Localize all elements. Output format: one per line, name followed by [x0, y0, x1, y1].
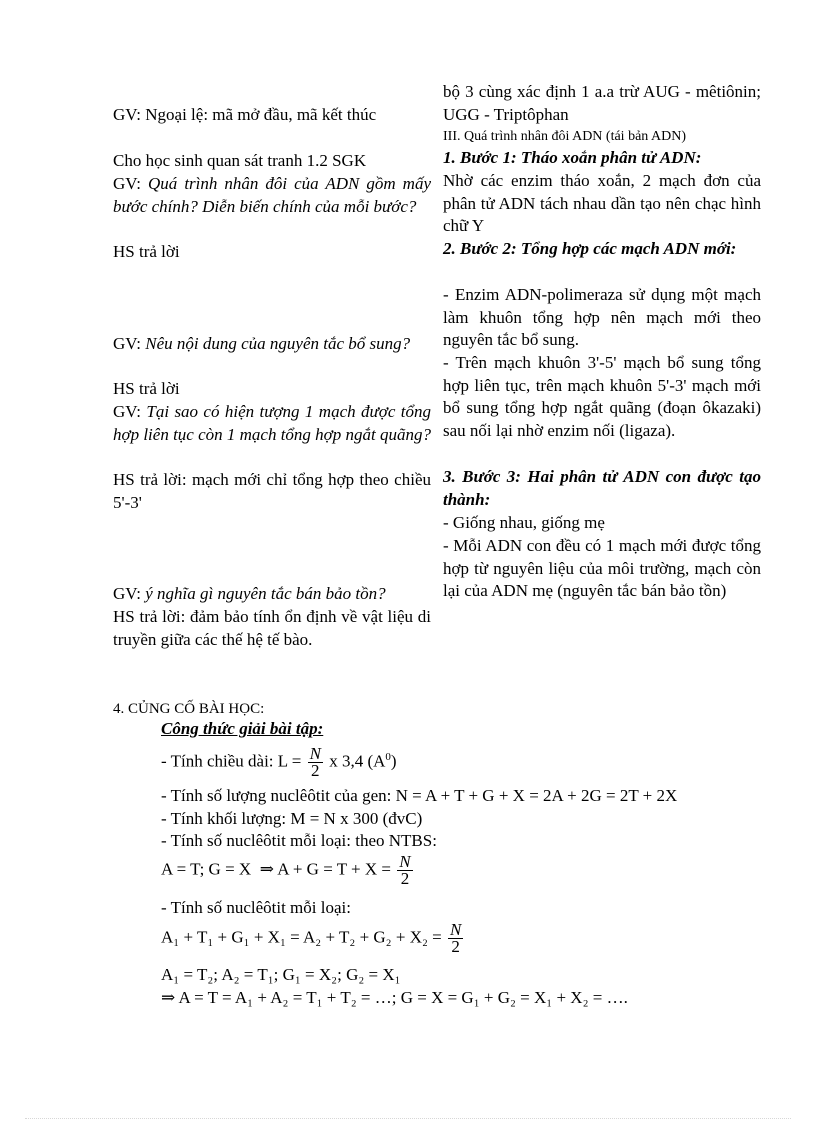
hs-answer-3: HS trả lời: mạch mới chỉ tổng hợp theo chiều 5'-3' — [113, 470, 431, 512]
step-1-text: Nhờ các enzim tháo xoắn, 2 mạch đơn của phân tử ADN tách nhau dần tạo nên chạc hình chữ Y — [443, 171, 761, 235]
formula-sum-strands: A₁ + T₁ + G₁ + X₁ = A₂ + T₂ + G₂ + X₂ = $\frac{N}{2}$ — [161, 920, 462, 956]
formula-length: - Tính chiều dài: L = $\frac{N}{2}$ x 3,4 $(A^0)$ — [161, 744, 397, 781]
hs-answer-2: HS trả lời — [113, 379, 180, 398]
step-3-item-a: - Giống nhau, giống mẹ — [443, 513, 605, 532]
gv-exceptions: GV: Ngoại lệ: mã mở đầu, mã kết thúc — [113, 105, 377, 124]
formula-each-type-label: - Tính số nuclêôtit mỗi loại: theo NTBS: — [161, 831, 437, 850]
formula-ntbs: A = T; G = X ⇒ A + G = T + X = $\frac{N}{2}$ — [161, 852, 411, 888]
codon-text: bộ 3 cùng xác định 1 a.a trừ AUG - mêtiônin; UGG - Triptôphan — [443, 82, 761, 124]
formula-strand-equalities: A₁ = T₂; A₂ = T₁; G₁ = X₂; G₂ = X₁ — [161, 965, 401, 984]
hs-answer-1: HS trả lời — [113, 242, 180, 261]
formula-mass: - Tính khối lượng: M = N x 300 (đvC) — [161, 809, 423, 828]
formula-subtitle: Công thức giải bài tập: — [161, 719, 324, 738]
step-3-item-b: - Mỗi ADN con đều có 1 mạch mới được tổng hợp từ nguyên liệu của môi trường, mạch còn lại của ADN mẹ (nguyên tắc bán bảo tồn) — [443, 536, 761, 600]
step-3-title: 3. Bước 3: Hai phân tử ADN con được tạo thành: — [443, 467, 761, 509]
step-2-title: 2. Bước 2: Tổng hợp các mạch ADN mới: — [443, 239, 737, 258]
page-bottom-divider — [25, 1118, 791, 1119]
fraction: $\frac{N}{2}$ — [450, 920, 462, 956]
gv-question-discontinuous: GV: Tại sao có hiện tượng 1 mạch được tổng hợp liên tục còn 1 mạch tổng hợp ngắt quãng? — [113, 402, 431, 444]
step-1-title: 1. Bước 1: Tháo xoắn phân tử ADN: — [443, 148, 702, 167]
gv-question-semiconservative: GV: ý nghĩa gì nguyên tắc bán bảo tồn? — [113, 584, 386, 603]
section-4-title: 4. CỦNG CỐ BÀI HỌC: — [113, 701, 265, 717]
section-3-heading: III. Quá trình nhân đôi ADN (tái bản ADN) — [443, 129, 687, 144]
step-2-item-a: - Enzim ADN-polimeraza sử dụng một mạch làm khuôn tổng hợp nên mạch mới theo nguyên tắc bổ sung. — [443, 285, 761, 349]
formula-each-type-label-2: - Tính số nuclêôtit mỗi loại: — [161, 898, 351, 917]
formula-nucleotide-count: - Tính số lượng nuclêôtit của gen: N = A + T + G + X = 2A + 2G = 2T + 2X — [161, 786, 678, 805]
gv-question-steps: GV: Quá trình nhân đôi của ADN gồm mấy bước chính? Diễn biến chính của mỗi bước? — [113, 174, 431, 216]
step-2-item-b: - Trên mạch khuôn 3'-5' mạch bổ sung tổng hợp liên tục, trên mạch khuôn 5'-3' mạch mới bổ sung tổng hợp ngắt quãng (đoạn ôkazaki) sau nối lại nhờ enzim nối (ligaza). — [443, 353, 761, 440]
observe-figure: Cho học sinh quan sát tranh 1.2 SGK — [113, 151, 367, 170]
fraction: $\frac{N}{2}$ — [309, 744, 321, 781]
fraction: $\frac{N}{2}$ — [399, 852, 411, 888]
formula-totals: ⇒ A = T = A₁ + A₂ = T₁ + T₂ = …; G = X = G₁ + G₂ = X₁ + X₂ = …. — [161, 988, 628, 1007]
hs-answer-4: HS trả lời: đảm bảo tính ổn định về vật liệu di truyền giữa các thế hệ tế bào. — [113, 607, 431, 649]
gv-question-complementary: GV: Nêu nội dung của nguyên tắc bổ sung? — [113, 334, 411, 353]
